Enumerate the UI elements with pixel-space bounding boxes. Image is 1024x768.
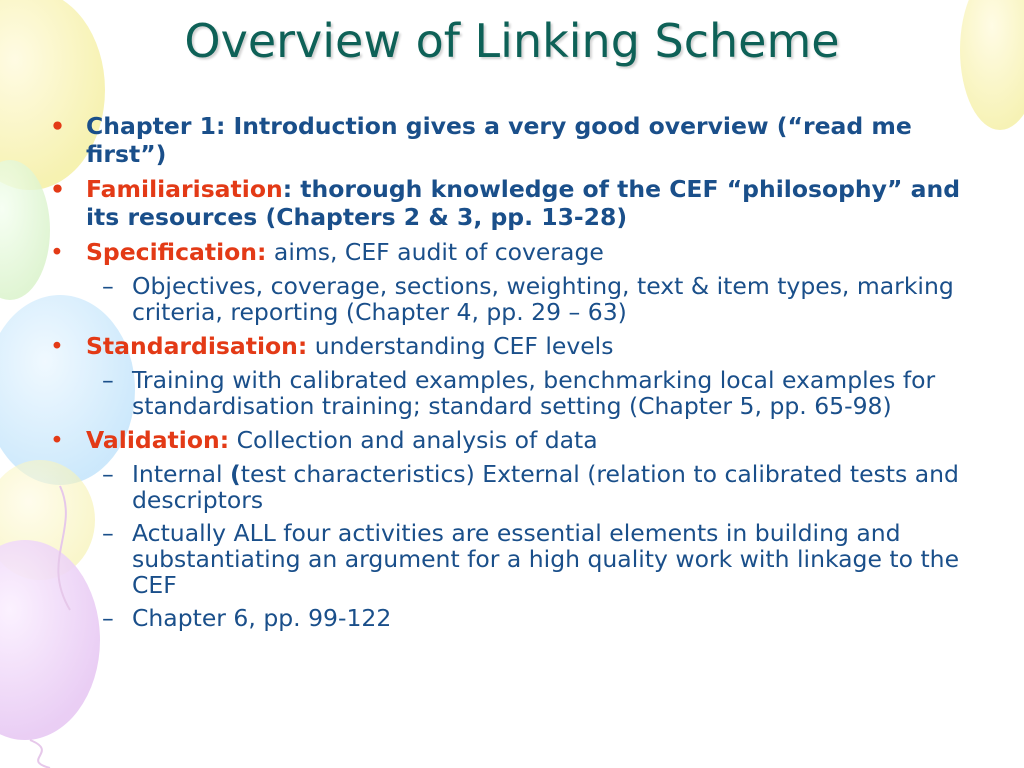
sub-bullet-text: test characteristics) External (relation to calibrated tests and descriptors (132, 460, 959, 514)
bullet-colon: : (257, 238, 267, 266)
sub-bullet-text: Training with calibrated examples, benchmarking local examples for standardisation training; standard setting (Chapter 5, pp. 65-98) (132, 366, 936, 420)
bullet-colon: : (219, 426, 230, 454)
bullet-text: Collection and analysis of data (229, 426, 598, 454)
bullet-validation (50, 426, 1000, 454)
bullet-marker: • (50, 332, 64, 360)
bullet-keyword: Specification (86, 238, 258, 266)
bullet-text: aims, CEF audit of coverage (266, 238, 604, 266)
sub-bullet-marker: – (102, 272, 114, 300)
sub-bullet-text: Actually ALL four activities are essential elements in building and substantiating an argument for a high quality work with linkage to the CEF (132, 519, 960, 599)
bullet-specification (50, 238, 1000, 266)
bullet-marker: • (50, 238, 64, 266)
sub-bullet-marker: – (102, 460, 114, 488)
bullet-keyword: Familiarisation (86, 175, 283, 203)
balloon-string (30, 740, 50, 768)
sub-bullet-training (50, 367, 1000, 419)
bullet-familiarisation (50, 175, 1000, 231)
bullet-keyword: Validation (86, 426, 220, 454)
bullet-marker: • (50, 112, 66, 140)
sub-bullet-marker: – (102, 604, 114, 632)
bullet-text: Chapter 1: Introduction gives a very good overview (“read me first”) (86, 112, 912, 168)
bullet-text: : thorough knowledge of the CEF “philosophy” and its resources (Chapters 2 & 3, pp. 13-28) (86, 175, 961, 231)
bullet-text: understanding CEF levels (307, 332, 614, 360)
sub-bullet-text: Chapter 6, pp. 99-122 (132, 604, 392, 632)
sub-bullet-internal-external (50, 461, 1000, 513)
sub-bullet-text: Internal (132, 460, 231, 488)
bullet-keyword: Standardisation (86, 332, 298, 360)
sub-bullet-chapter-6 (50, 605, 1000, 631)
sub-bullet-marker: – (102, 366, 114, 394)
sub-bullet-text: Objectives, coverage, sections, weighting, text & item types, marking criteria, reporting (Chapter 4, pp. 29 – 63) (132, 272, 954, 326)
sub-bullet-all-activities (50, 520, 1000, 598)
sub-bullet-objectives (50, 273, 1000, 325)
sub-bullet-marker: – (102, 519, 114, 547)
bullet-marker: • (50, 426, 64, 454)
bullet-colon: : (297, 332, 308, 360)
slide-title: Overview of Linking Scheme (184, 14, 840, 68)
slide-content (50, 112, 1000, 638)
bullet-chapter-1 (50, 112, 1000, 168)
sub-bullet-paren: ( (230, 460, 241, 488)
bullet-standardisation (50, 332, 1000, 360)
bullet-marker: • (50, 175, 66, 203)
